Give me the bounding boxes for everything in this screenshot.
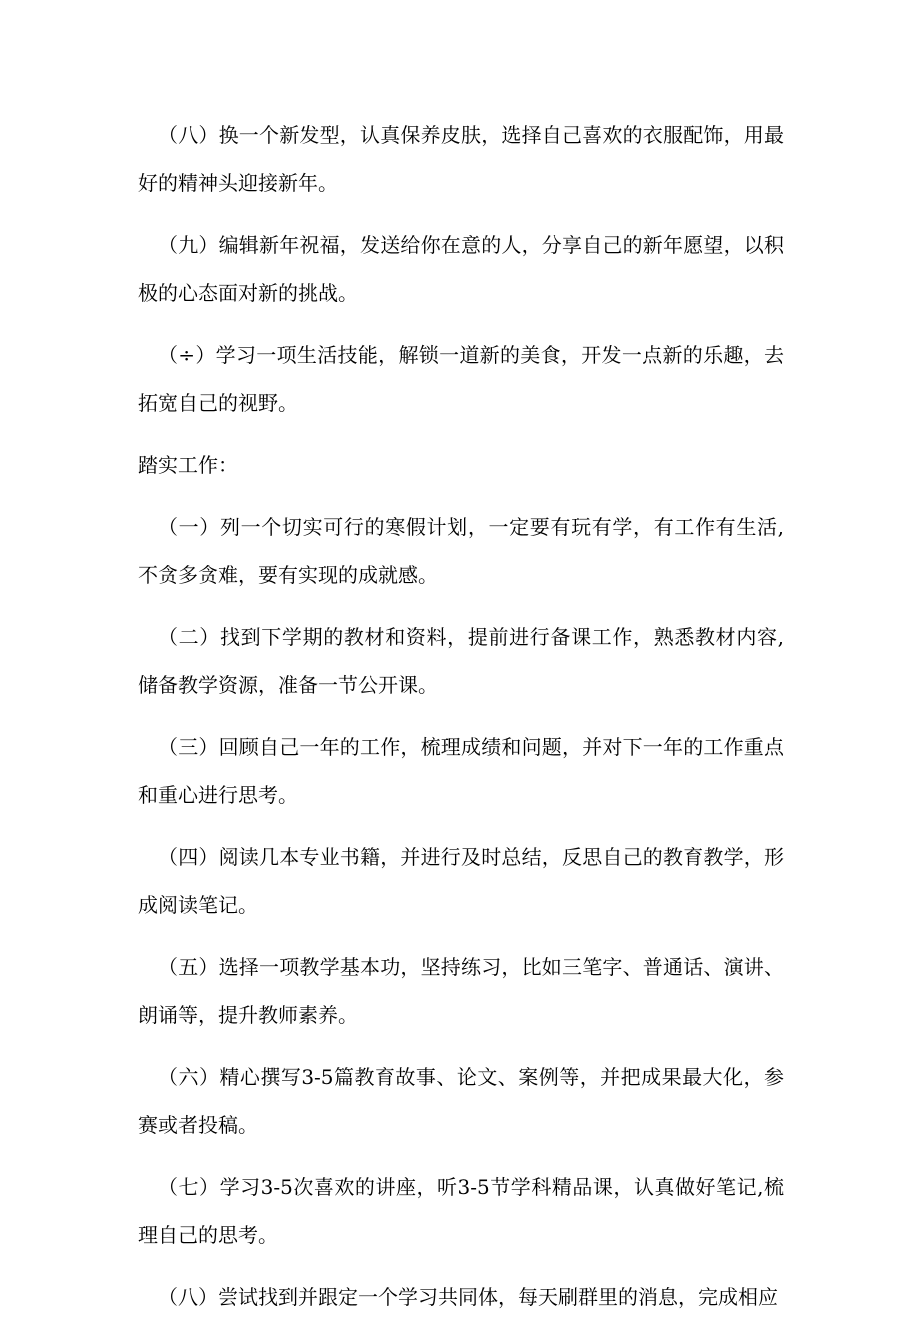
work-item-3: （三）回顾自己一年的工作，梳理成绩和问题，并对下一年的工作重点和重心进行思考。	[138, 735, 784, 807]
work-item-7: （七）学习3-5次喜欢的讲座，听3-5节学科精品课，认真做好笔记,梳理自己的思考。	[138, 1175, 784, 1247]
paragraph-10-life-skill: （÷）学习一项生活技能，解锁一道新的美食，开发一点新的乐趣，去拓宽自己的视野。	[138, 343, 784, 415]
work-item-1: （一）列一个切实可行的寒假计划，一定要有玩有学，有工作有生活,不贪多贪难，要有实现的成就感。	[138, 515, 784, 587]
paragraph-9-new-year-wishes: （九）编辑新年祝福，发送给你在意的人，分享自己的新年愿望，以积极的心态面对新的挑战。	[138, 233, 784, 305]
work-item-4: （四）阅读几本专业书籍，并进行及时总结，反思自己的教育教学，形成阅读笔记。	[138, 845, 784, 917]
section-heading-work: 踏实工作：	[138, 453, 238, 477]
work-item-8: （八）尝试找到并跟定一个学习共同体，每天刷群里的消息，完成相应	[158, 1285, 778, 1309]
work-item-6: （六）精心撰写3-5篇教育故事、论文、案例等，并把成果最大化，参赛或者投稿。	[138, 1065, 784, 1137]
document-body	[138, 111, 784, 1335]
work-item-5: （五）选择一项教学基本功，坚持练习，比如三笔字、普通话、演讲、朗诵等，提升教师素养。	[138, 955, 784, 1027]
work-item-2: （二）找到下学期的教材和资料，提前进行备课工作，熟悉教材内容,储备教学资源，准备一节公开课。	[138, 625, 784, 697]
paragraph-8-new-look: （八）换一个新发型，认真保养皮肤，选择自己喜欢的衣服配饰，用最好的精神头迎接新年。	[138, 123, 784, 195]
